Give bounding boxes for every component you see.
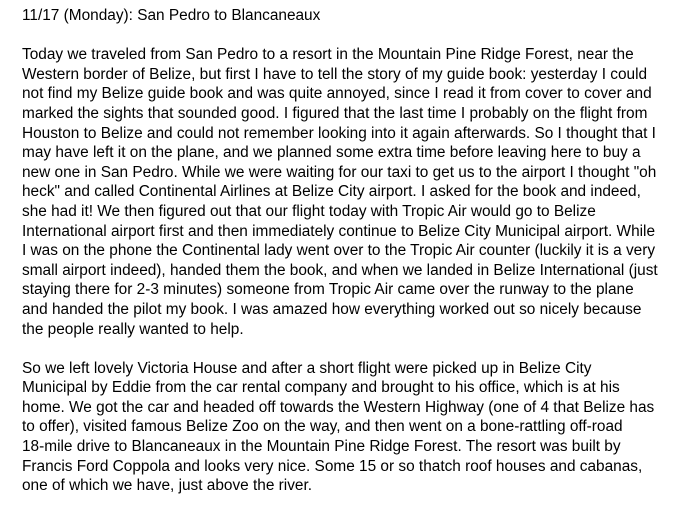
- text-line: I was on the phone the Continental lady went over to the Tropic Air counter (luckily it is a very: [22, 242, 656, 260]
- text-line: small airport indeed), handed them the book, and when we landed in Belize International (just: [22, 261, 658, 279]
- text-line: not find my Belize guide book and was quite annoyed, since I read it from cover to cover and: [22, 85, 652, 103]
- text-line: she had it! We then figured out that our flight today with Tropic Air would go to Belize: [22, 202, 596, 220]
- text-line: Western border of Belize, but first I have to tell the story of my guide book: yesterday I could: [22, 65, 648, 83]
- entry-heading: 11/17 (Monday): San Pedro to Blancaneaux: [22, 7, 321, 24]
- text-line: staying there for 2-3 minutes) someone from Tropic Air came over the runway to the plane: [22, 281, 634, 299]
- text-line: Today we traveled from San Pedro to a resort in the Mountain Pine Ridge Forest, near the: [22, 46, 634, 64]
- paragraph-guide-book: [22, 45, 698, 339]
- text-line: new one in San Pedro. While we were waiting for our taxi to get us to the airport I thought "oh: [22, 163, 657, 181]
- text-line: heck" and called Continental Airlines at Belize City airport. I asked for the book and indeed,: [22, 183, 641, 201]
- document-page: [22, 6, 698, 515]
- text-line: the people really wanted to help.: [22, 320, 244, 338]
- text-line: may have left it on the plane, and we planned some extra time before leaving here to buy a: [22, 144, 641, 162]
- paragraph-drive-to-resort: [22, 359, 698, 496]
- text-line: Municipal by Eddie from the car rental company and brought to his office, which is at his: [22, 379, 620, 397]
- text-line: Francis Ford Coppola and looks very nice. Some 15 or so thatch roof houses and cabanas,: [22, 457, 643, 475]
- text-line: So we left lovely Victoria House and after a short flight were picked up in Belize City: [22, 359, 592, 377]
- text-line: marked the sights that sounded good. I figured that the last time I probably on the flight from: [22, 104, 648, 122]
- text-line: home. We got the car and headed off towards the Western Highway (one of 4 that Belize has: [22, 398, 655, 416]
- text-line: and handed the pilot my book. I was amazed how everything worked out so nicely because: [22, 300, 642, 318]
- text-line: Houston to Belize and could not remember looking into it again afterwards. So I thought that I: [22, 124, 656, 142]
- text-line: 18-mile drive to Blancaneaux in the Mountain Pine Ridge Forest. The resort was built by: [22, 438, 621, 456]
- text-line: one of which we have, just above the river.: [22, 477, 313, 495]
- text-line: International airport first and then immediately continue to Belize City Municipal airport. While: [22, 222, 656, 240]
- text-line: to offer), visited famous Belize Zoo on the way, and then went on a bone-rattling off-road: [22, 418, 623, 436]
